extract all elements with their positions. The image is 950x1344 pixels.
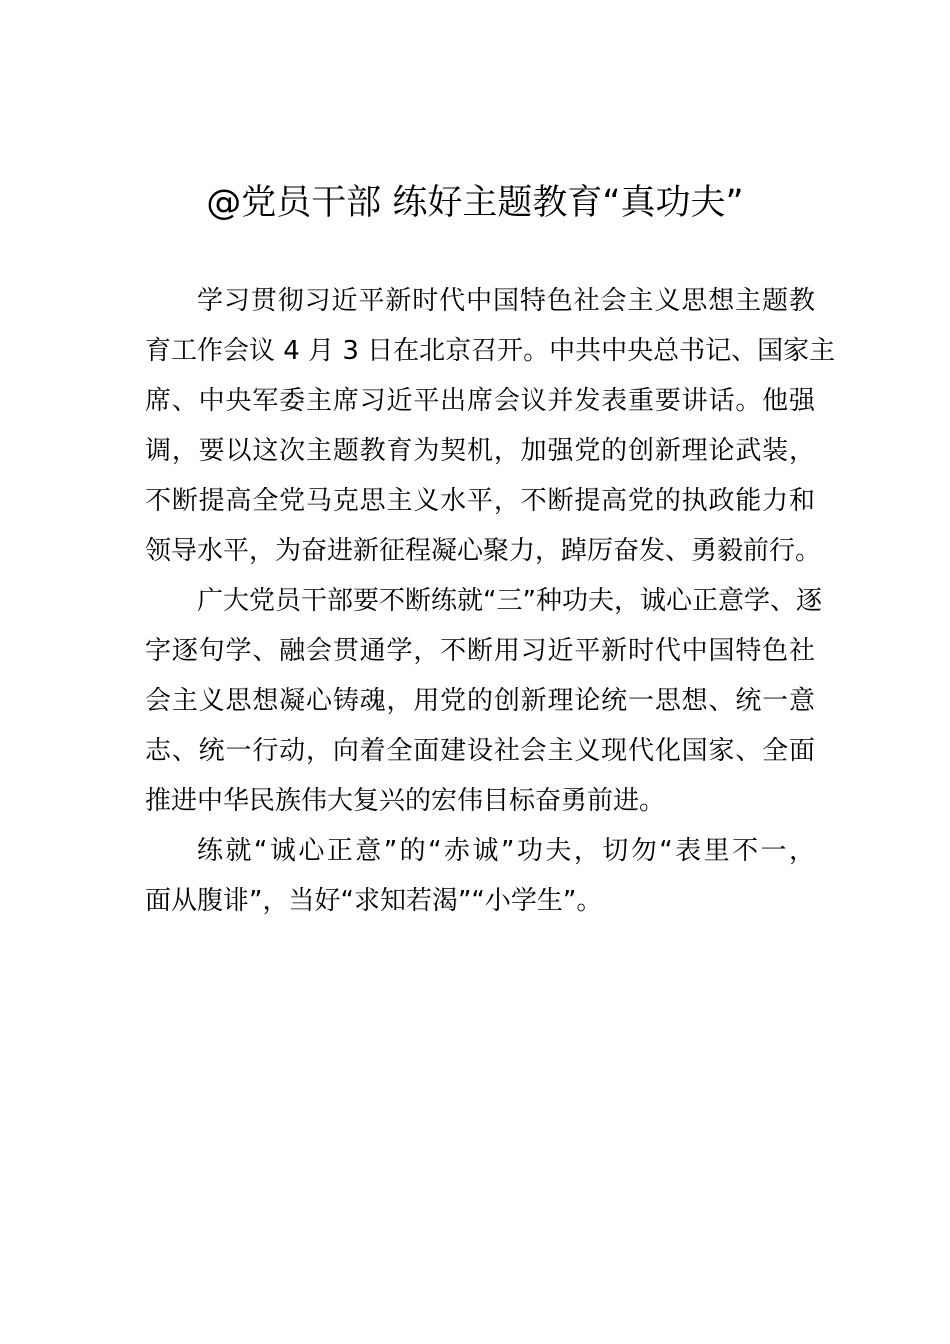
paragraph-line: 广大党员干部要不断练就“三”种功夫，诚心正意学、逐 bbox=[197, 586, 822, 616]
paragraph-line: 学习贯彻习近平新时代中国特色社会主义思想主题教 bbox=[197, 286, 815, 316]
document-body bbox=[145, 276, 836, 926]
paragraph-line: 调，要以这次主题教育为契机，加强党的创新理论武装， bbox=[145, 436, 815, 466]
paragraph-2 bbox=[145, 576, 822, 826]
document-title: @党员干部 练好主题教育“真功夫” bbox=[206, 183, 744, 223]
paragraph-line: 领导水平，为奋进新征程凝心聚力，踔厉奋发、勇毅前行。 bbox=[145, 536, 822, 566]
paragraph-line: 字逐句学、融会贯通学，不断用习近平新时代中国特色社 bbox=[145, 636, 815, 666]
paragraph-line: 志、统一行动，向着全面建设社会主义现代化国家、全面 bbox=[145, 736, 815, 766]
paragraph-1 bbox=[145, 276, 836, 576]
paragraph-line: 会主义思想凝心铸魂，用党的创新理论统一思想、统一意 bbox=[145, 686, 815, 716]
paragraph-line: 席、中央军委主席习近平出席会议并发表重要讲话。他强 bbox=[145, 386, 815, 416]
paragraph-line: 不断提高全党马克思主义水平，不断提高党的执政能力和 bbox=[145, 486, 815, 516]
paragraph-line: 练就“诚心正意”的“赤诚”功夫，切勿“表里不一， bbox=[197, 836, 815, 866]
paragraph-line: 面从腹诽”，当好“求知若渴”“小学生”。 bbox=[145, 886, 603, 916]
paragraph-line: 育工作会议 4 月 3 日在北京召开。中共中央总书记、国家主 bbox=[145, 336, 836, 366]
paragraph-line: 推进中华民族伟大复兴的宏伟目标奋勇前进。 bbox=[145, 786, 666, 816]
paragraph-3 bbox=[145, 826, 815, 926]
